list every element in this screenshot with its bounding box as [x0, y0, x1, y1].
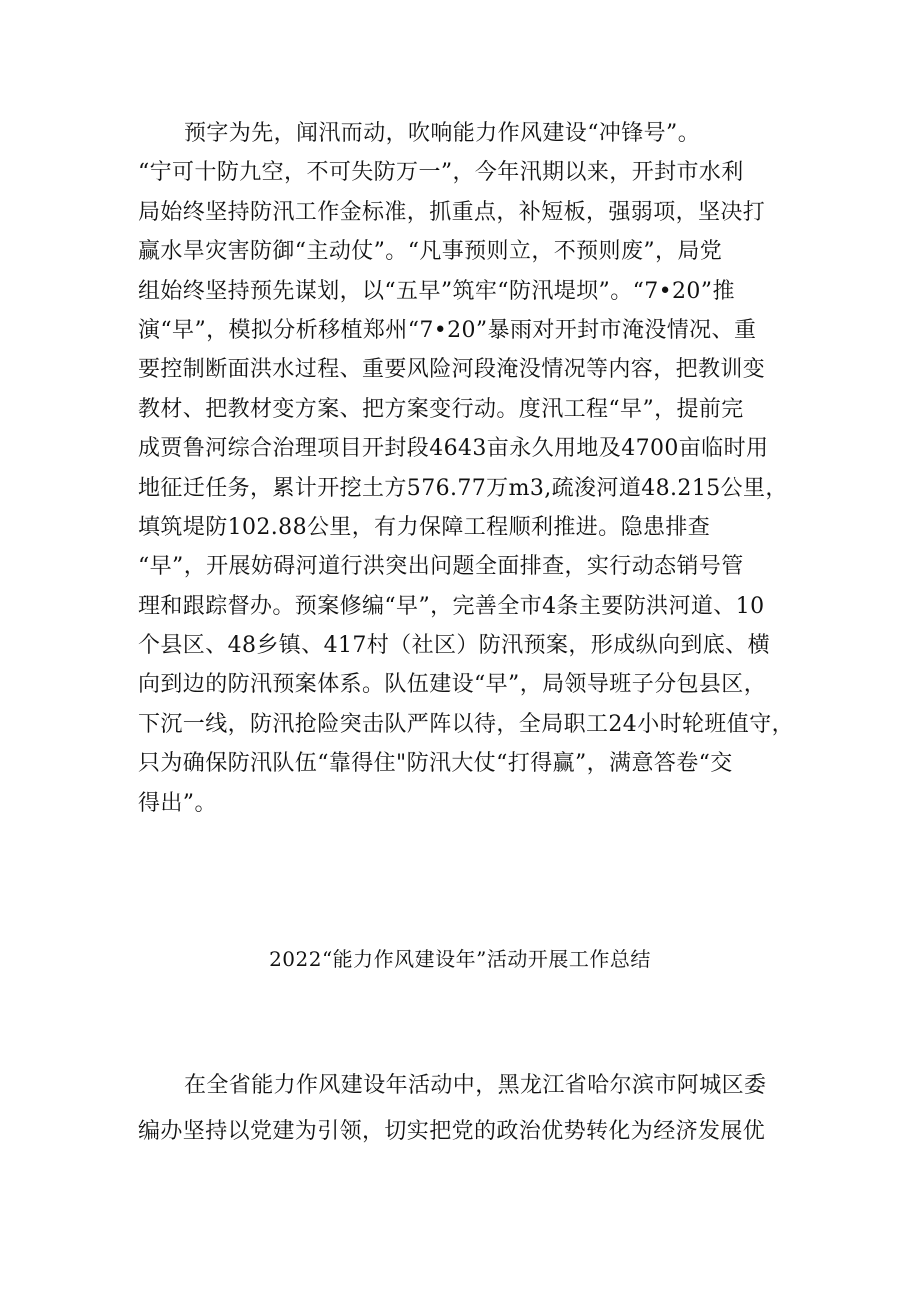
text-line: 演“早”，模拟分析移植郑州“7•20”暴雨对开封市淹没情况、重 — [138, 317, 757, 343]
text-line: 组始终坚持预先谋划，以“五早”筑牢“防汛堤坝”。“7•20”推 — [138, 278, 735, 304]
text-line: 得出”。 — [138, 790, 217, 816]
text-line: 编办坚持以党建为引领，切实把党的政治优势转化为经济发展优 — [138, 1119, 766, 1144]
text-line: “早”，开展妨碍河道行洪突出问题全面排查，实行动态销号管 — [138, 554, 744, 580]
text-line: “宁可十防九空，不可失防万一”，今年汛期以来，开封市水利 — [138, 160, 744, 186]
text-line: 教材、把教材变方案、把方案变行动。度汛工程“早”，提前完 — [138, 396, 744, 422]
text-line: 成贾鲁河综合治理项目开封段4643亩永久用地及4700亩临时用 — [138, 436, 769, 462]
text-line: 地征迁任务，累计开挖土方576.77万m3,疏浚河道48.215公里， — [138, 475, 788, 501]
text-line: 预字为先，闻汛而动，吹响能力作风建设“冲锋号”。 — [184, 121, 701, 146]
section-subtitle: 2022“能力作风建设年”活动开展工作总结 — [269, 947, 651, 971]
text-line: 下沉一线，防汛抢险突击队严阵以待，全局职工24小时轮班值守， — [138, 711, 794, 737]
text-line: 只为确保防汛队伍“靠得住"防汛大仗“打得赢”，满意答卷“交 — [138, 751, 733, 777]
body-text-section-1 — [138, 114, 802, 823]
text-line: 理和跟踪督办。预案修编“早”，完善全市4条主要防洪河道、10 — [138, 593, 765, 619]
text-line: 填筑堤防102.88公里，有力保障工程顺利推进。隐患排查 — [138, 514, 711, 540]
text-line: 赢水旱灾害防御“主动仗”。“凡事预则立，不预则废”，局党 — [138, 239, 723, 265]
text-line: 局始终坚持防汛工作金标准，抓重点，补短板，强弱项，坚决打 — [138, 199, 766, 225]
text-line: 要控制断面洪水过程、重要风险河段淹没情况等内容，把教训变 — [138, 357, 766, 383]
text-line: 个县区、48乡镇、417村（社区）防汛预案，形成纵向到底、横 — [138, 633, 770, 659]
body-text-section-2 — [138, 1063, 802, 1155]
text-line: 向到边的防汛预案体系。队伍建设“早”，局领导班子分包县区， — [138, 672, 767, 698]
text-line: 在全省能力作风建设年活动中，黑龙江省哈尔滨市阿城区委 — [184, 1073, 767, 1098]
